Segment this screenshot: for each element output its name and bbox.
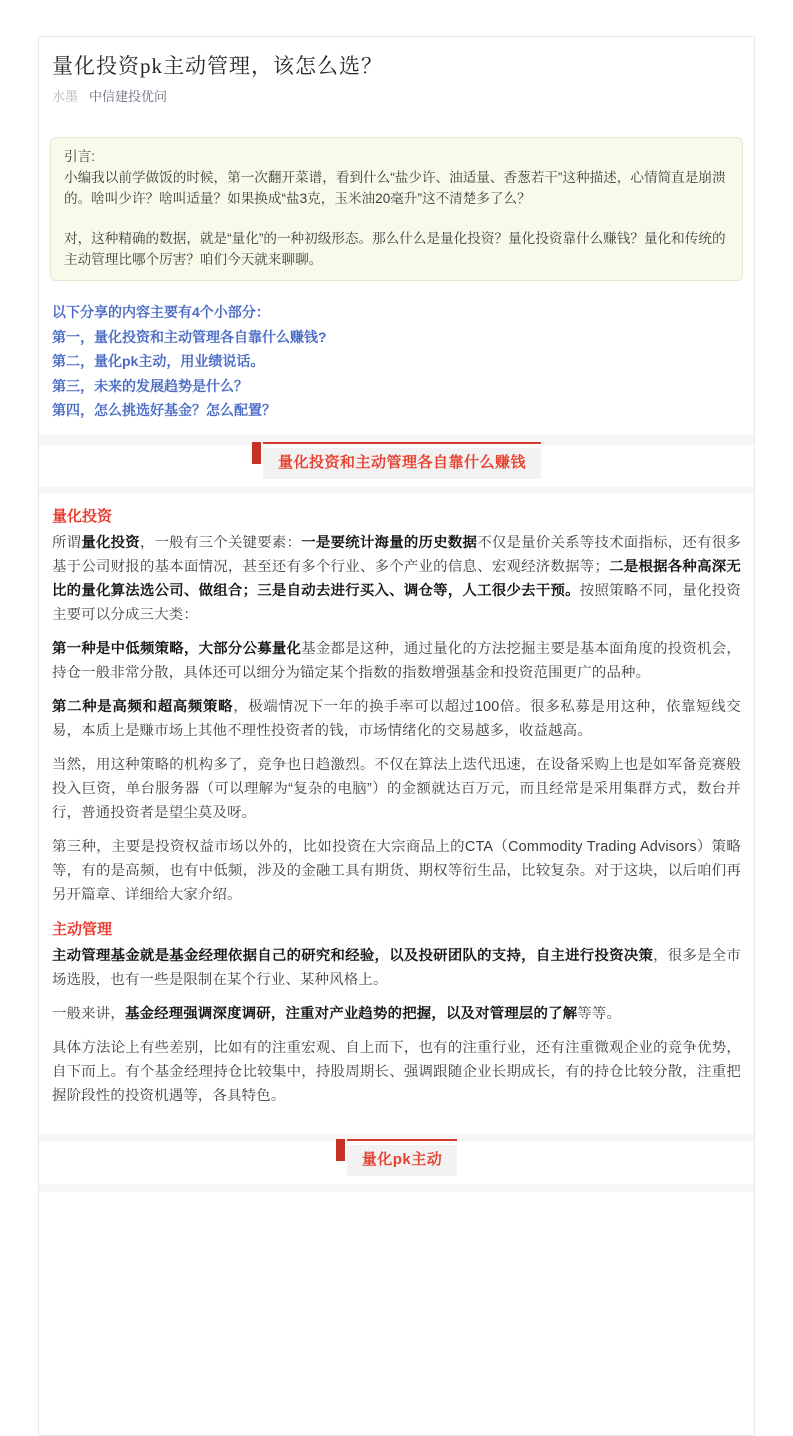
paragraph: 第二种是高频和超高频策略，极端情况下一年的换手率可以超过100倍。很多私募是用这种，依靠短线交易，本质上是赚市场上其他不理性投资者的钱，市场情绪化的交易越多，收益越高。	[52, 698, 741, 739]
paragraph: 主动管理基金就是基金经理依据自己的研究和经验，以及投研团队的支持，自主进行投资决策，很多是全市场选股，也有一些是限制在某个行业、某种风格上。	[52, 947, 742, 988]
banner-line	[263, 442, 541, 444]
outline-item-4: 第四，怎么挑选好基金？怎么配置？	[52, 402, 276, 418]
intro-paragraph-1: 小编我以前学做饭的时候，第一次翻开菜谱，看到什么“盐少许、油适量、香葱若干”这种描述，心情简直是崩溃的。啥叫少许？啥叫适量？如果换成“盐3克，玉米油20毫升”这不清楚多了么？	[64, 170, 726, 206]
outline-item-1: 第一，量化投资和主动管理各自靠什么赚钱?	[52, 328, 327, 345]
banner-line	[347, 1139, 458, 1141]
page-title: 量化投资pk主动管理，该怎么选？	[52, 54, 383, 78]
outline-item-3: 第三，未来的发展趋势是什么？	[52, 377, 248, 394]
intro-label: 引言:	[64, 149, 95, 164]
divider-strip	[39, 487, 754, 494]
byline	[52, 89, 741, 105]
outline-item-2: 第二，量化pk主动，用业绩说话。	[52, 353, 265, 369]
article-page	[38, 36, 755, 1436]
banner-row	[39, 445, 754, 487]
banner-bar-icon	[252, 442, 261, 464]
outline-list	[52, 300, 741, 423]
paragraph: 具体方法论上有些差别，比如有的注重宏观、自上而下，也有的注重行业，还有注重微观企业的竞争优势，自下而上。有个基金经理持仓比较集中，持股周期长、强调跟随企业长期成长，有的持仓比较分散，注重把握阶段性的投资机遇等，各具特色。	[52, 1039, 741, 1104]
intro-paragraph-2: 对，这种精确的数据，就是“量化”的一种初级形态。那么什么是量化投资？量化投资靠什么赚钱？量化和传统的主动管理比哪个厉害？咱们今天就来聊聊。	[64, 231, 726, 267]
intro-quote-box	[50, 137, 743, 281]
intro-gap	[64, 209, 729, 228]
section-banner-zone-2	[39, 1134, 754, 1192]
section-banner-1	[252, 442, 541, 479]
outline-lead: 以下分享的内容主要有4个小部分：	[52, 304, 270, 320]
paragraph: 一般来讲，基金经理强调深度调研，注重对产业趋势的把握，以及对管理层的了解等等。	[52, 1005, 622, 1022]
section-heading-active: 主动管理	[52, 920, 113, 938]
source-name: 中信建投优问	[89, 89, 168, 104]
section-heading-quant: 量化投资	[52, 507, 113, 525]
section-banner-2	[336, 1139, 458, 1176]
paragraph: 当然，用这种策略的机构多了，竞争也日趋激烈。不仅在算法上迭代迅速，在设备采购上也是如军备竞赛般投入巨资，单台服务器（可以理解为“复杂的电脑”）的金额就达百万元，而且经常是采用集群方式，数台并行，普通投资者是望尘莫及呀。	[52, 756, 741, 821]
author-name: 水墨	[52, 89, 79, 104]
banner-title: 量化pk主动	[347, 1145, 458, 1176]
section-banner-zone-1	[39, 434, 754, 494]
paragraph: 所谓量化投资，一般有三个关键要素：一是要统计海量的历史数据不仅是量价关系等技术面指标，还有很多基于公司财报的基本面情况，甚至还有多个行业、多个产业的信息、宏观经济数据等；二是根据各种高深无比的量化算法选公司、做组合；三是自动去进行买入、调仓等，人工很少去干预。按照策略不同，量化投资主要可以分成三大类：	[52, 534, 742, 623]
banner-bar-icon	[336, 1139, 345, 1161]
banner-row	[39, 1142, 754, 1184]
paragraph: 第三种，主要是投资权益市场以外的，比如投资在大宗商品上的CTA（Commodity Trading Advisors）策略等，有的是高频，也有中低频，涉及的金融工具有期货、期权等衍生品，比较复杂。对于这块，以后咱们再另开篇章、详细给大家介绍。	[52, 838, 741, 903]
banner-title: 量化投资和主动管理各自靠什么赚钱	[263, 448, 541, 479]
divider-strip	[39, 1184, 754, 1192]
paragraph: 第一种是中低频策略，大部分公募量化基金都是这种，通过量化的方法挖掘主要是基本面角度的投资机会，持仓一般非常分散，具体还可以细分为锚定某个指数的指数增强基金和投资范围更广的品种。	[52, 640, 741, 681]
